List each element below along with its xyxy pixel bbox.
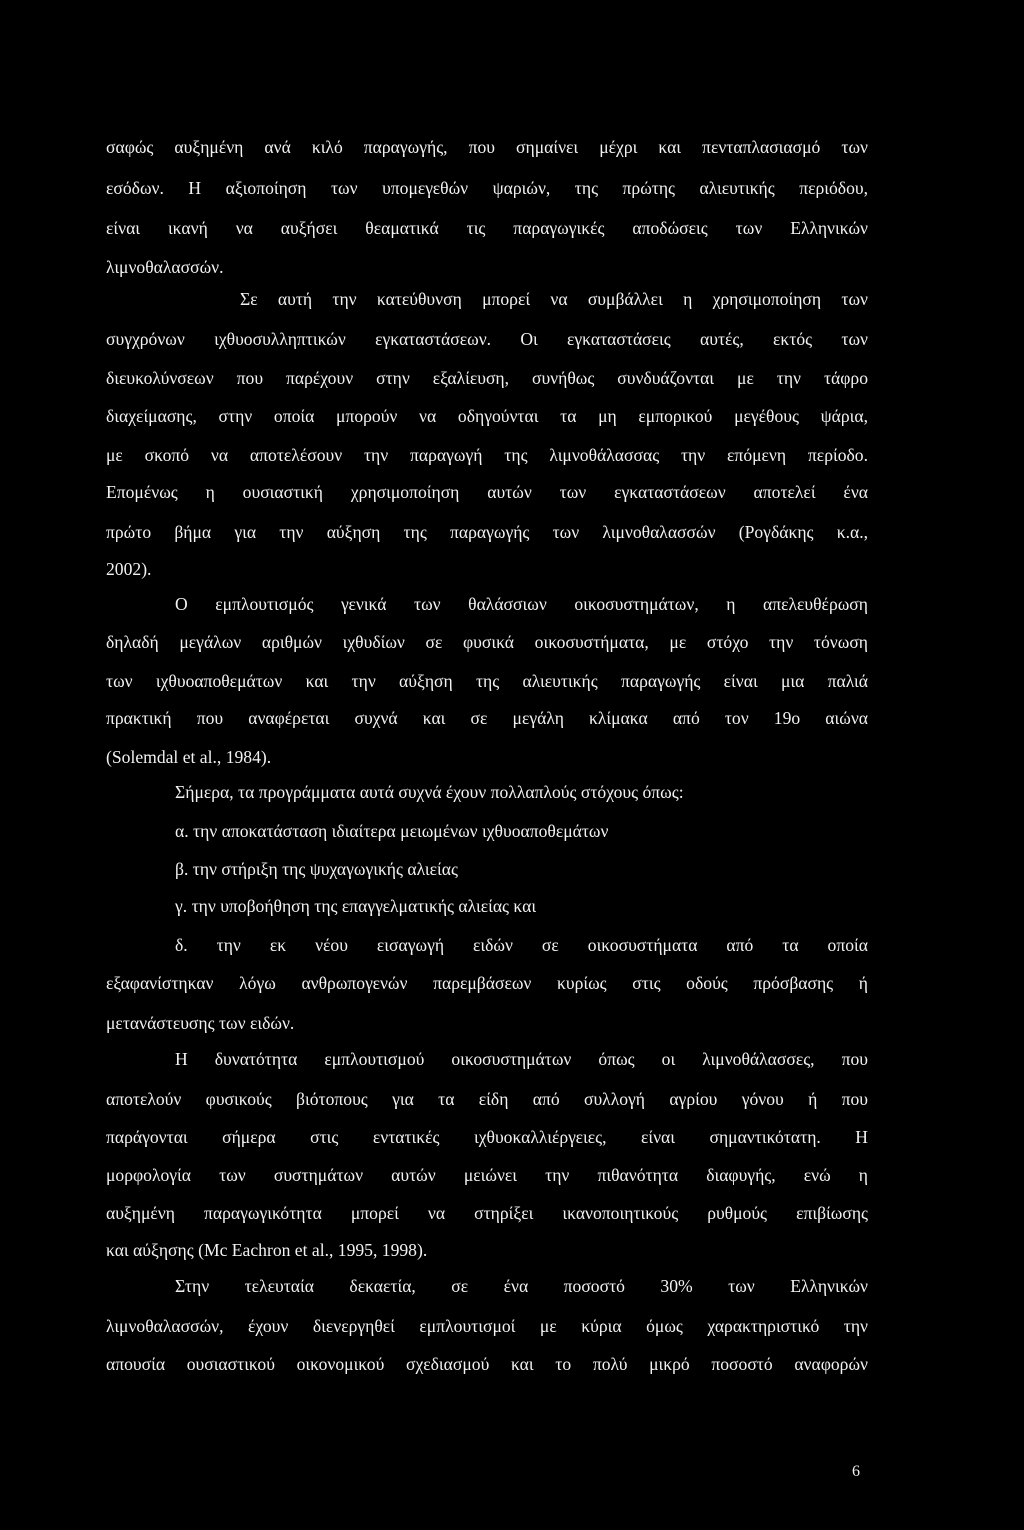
- text-line: λιμνοθαλασσών, έχουν διενεργηθεί εμπλουτισμοί με κύρια όμως χαρακτηριστικό την: [106, 1316, 868, 1336]
- text-line: μετανάστευσης των ειδών.: [106, 1013, 295, 1033]
- text-line: διαχείμασης, στην οποία μπορούν να οδηγούνται τα μη εμπορικού μεγέθους ψάρια,: [106, 406, 868, 426]
- text-line: 2002).: [106, 559, 152, 579]
- text-line: αποτελούν φυσικούς βιότοπους για τα είδη από συλλογή αγρίου γόνου ή που: [106, 1089, 868, 1109]
- text-line: λιμνοθαλασσών.: [106, 257, 224, 277]
- text-line: αυξημένη παραγωγικότητα μπορεί να στηρίξει ικανοποιητικούς ρυθμούς επιβίωσης: [106, 1203, 868, 1223]
- text-line: απουσία ουσιαστικού οικονομικού σχεδιασμού και το πολύ μικρό ποσοστό αναφορών: [106, 1354, 868, 1374]
- list-item: δ. την εκ νέου εισαγωγή ειδών σε οικοσυστήματα από τα οποία: [175, 935, 868, 955]
- text-line: Σε αυτή την κατεύθυνση μπορεί να συμβάλλει η χρησιμοποίηση των: [240, 289, 868, 309]
- text-line: είναι ικανή να αυξήσει θεαματικά τις παραγωγικές αποδώσεις των Ελληνικών: [106, 218, 868, 238]
- list-item: β. την στήριξη της ψυχαγωγικής αλιείας: [175, 859, 458, 879]
- text-line: των ιχθυοαποθεμάτων και την αύξηση της αλιευτικής παραγωγής είναι μια παλιά: [106, 671, 868, 691]
- text-line: με σκοπό να αποτελέσουν την παραγωγή της λιμνοθάλασσας την επόμενη περίοδο.: [106, 445, 868, 465]
- text-line: παράγονται σήμερα στις εντατικές ιχθυοκαλλιέργειες, είναι σημαντικότατη. Η: [106, 1127, 868, 1147]
- text-line: πρώτο βήμα για την αύξηση της παραγωγής των λιμνοθαλασσών (Ρογδάκης κ.α.,: [106, 522, 868, 542]
- text-line: διευκολύνσεων που παρέχουν στην εξαλίευση, συνήθως συνδυάζονται με την τάφρο: [106, 368, 868, 388]
- text-line: (Solemdal et al., 1984).: [106, 747, 272, 767]
- text-line: Η δυνατότητα εμπλουτισμού οικοσυστημάτων όπως οι λιμνοθάλασσες, που: [175, 1049, 868, 1069]
- text-line: και αύξησης (Mc Eachron et al., 1995, 1998).: [106, 1240, 428, 1260]
- text-line: Σήμερα, τα προγράμματα αυτά συχνά έχουν πολλαπλούς στόχους όπως:: [175, 782, 684, 802]
- text-line: μορφολογία των συστημάτων αυτών μειώνει την πιθανότητα διαφυγής, ενώ η: [106, 1165, 868, 1185]
- text-line: Επομένως η ουσιαστική χρησιμοποίηση αυτών των εγκαταστάσεων αποτελεί ένα: [106, 482, 868, 502]
- text-line: Στην τελευταία δεκαετία, σε ένα ποσοστό 30% των Ελληνικών: [175, 1276, 868, 1296]
- list-item: γ. την υποβοήθηση της επαγγελματικής αλιείας και: [175, 896, 537, 916]
- text-line: σαφώς αυξημένη ανά κιλό παραγωγής, που σημαίνει μέχρι και πενταπλασιασμό των: [106, 137, 868, 157]
- text-line: συγχρόνων ιχθυοσυλληπτικών εγκαταστάσεων. Οι εγκαταστάσεις αυτές, εκτός των: [106, 329, 868, 349]
- text-line: Ο εμπλουτισμός γενικά των θαλάσσιων οικοσυστημάτων, η απελευθέρωση: [175, 594, 868, 614]
- text-line: εσόδων. Η αξιοποίηση των υπομεγεθών ψαριών, της πρώτης αλιευτικής περιόδου,: [106, 178, 868, 198]
- list-item: α. την αποκατάσταση ιδιαίτερα μειωμένων ιχθυοαποθεμάτων: [175, 821, 609, 841]
- text-line: πρακτική που αναφέρεται συχνά και σε μεγάλη κλίμακα από τον 19ο αιώνα: [106, 708, 868, 728]
- page-number: 6: [852, 1463, 860, 1480]
- text-line: δηλαδή μεγάλων αριθμών ιχθυδίων σε φυσικά οικοσυστήματα, με στόχο την τόνωση: [106, 632, 868, 652]
- text-line: εξαφανίστηκαν λόγω ανθρωπογενών παρεμβάσεων κυρίως στις οδούς πρόσβασης ή: [106, 973, 868, 993]
